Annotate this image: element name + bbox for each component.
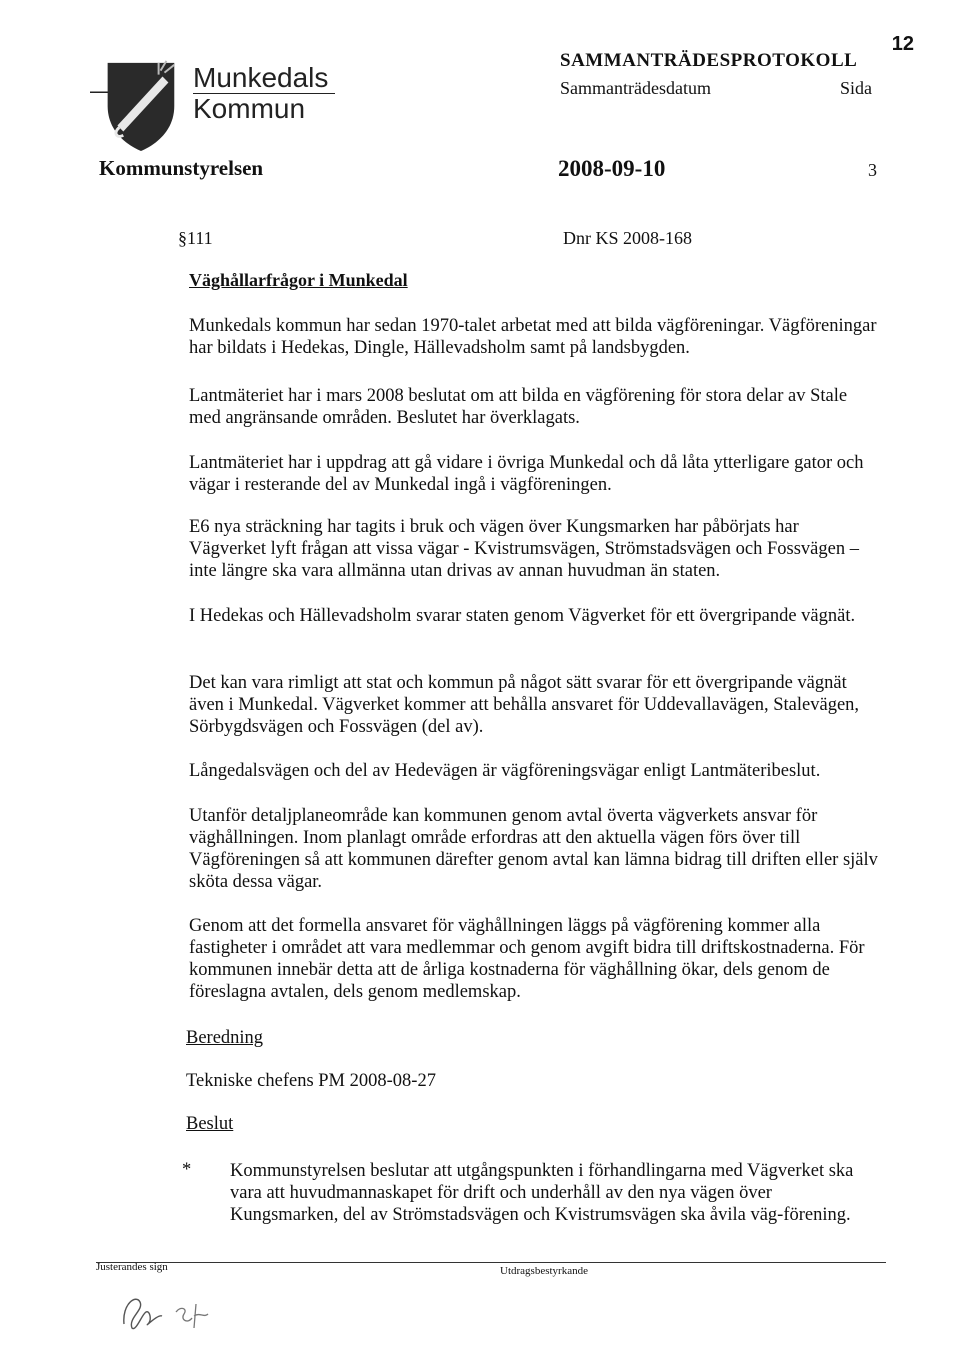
body-paragraph: Långedalsvägen och del av Hedevägen är vägföreningsvägar enligt Lantmäteribeslut. xyxy=(189,761,821,781)
body-paragraph: I Hedekas och Hällevadsholm svarar staten genom Vägverket för ett övergripande vägnät. xyxy=(189,606,856,626)
beredning-heading: Beredning xyxy=(186,1028,264,1048)
beslut-heading: Beslut xyxy=(186,1114,234,1134)
body-paragraph: Det kan vara rimligt att stat och kommun på något sätt svarar för ett övergripande vägnät även i Munkedal. Vägverket kommer att behålla ansvaret för Uddevallavägen, Stalevägen, Sörbygdsvägen och Fossvägen (del av). xyxy=(189,673,860,737)
body-paragraph: E6 nya sträckning har tagits i bruk och vägen över Kungsmarken har påbörjats har Vägverket lyft frågan att vissa vägar - Kvistrumsvägen, Strömstadsvägen och Fossvägen – inte längre ska vara allmänna utan drivas av annan huvudman än staten. xyxy=(189,517,859,581)
protocol-page-number: 3 xyxy=(868,160,877,180)
municipality-name xyxy=(193,63,335,124)
beredning-text: Tekniske chefens PM 2008-08-27 xyxy=(186,1071,436,1091)
body-paragraph: Utanför detaljplaneområde kan kommunen genom avtal överta vägverkets ansvar för väghållningen. Inom planlagt område erfordras att den aktuella vägen förs över till Vägföreningen så att kommunen därefter genom avtal kan lämna bidrag till driften eller själv sköta dessa vägar. xyxy=(189,806,878,892)
body-paragraph: Lantmäteriet har i mars 2008 beslutat om att bilda en vägförening för stora delar av Stale med angränsande områden. Beslutet har överklagats. xyxy=(189,386,848,428)
handwritten-initials-signature xyxy=(118,1284,228,1334)
municipality-name-line1: Munkedals xyxy=(193,62,329,93)
section-number: §111 xyxy=(178,228,213,248)
footer-divider xyxy=(96,1262,886,1263)
diary-number: Dnr KS 2008-168 xyxy=(563,228,692,248)
body-paragraph: Genom att det formella ansvaret för väghållningen läggs på vägförening kommer alla fastigheter i området att vara medlemmar och genom avgift bidra till driftskostnaderna. För kommunen innebär detta att de årliga kostnaderna för väghållning ökar, dels genom de föreslagna avtalen, dels genom medlemskap. xyxy=(189,916,865,1002)
municipality-name-line2: Kommun xyxy=(193,93,306,124)
decision-text: Kommunstyrelsen beslutar att utgångspunkten i förhandlingarna med Vägverket ska vara att huvudmannaskapet för drift och underhåll av den nya vägen över Kungsmarken, del av Strömstadsvägen och Kvistrumsvägen ska åvila väg-förening. xyxy=(230,1161,854,1225)
municipal-coat-of-arms-logo xyxy=(90,55,188,153)
meeting-date: 2008-09-10 xyxy=(558,156,666,181)
body-paragraph: Munkedals kommun har sedan 1970-talet arbetat med att bilda vägföreningar. Vägföreningar har bildats i Hedekas, Dingle, Hällevadsholm samt på landsbygden. xyxy=(189,316,877,358)
meeting-date-label: Sammanträdesdatum xyxy=(560,78,711,98)
organ-name: Kommunstyrelsen xyxy=(99,156,264,180)
justerandes-sign-label: Justerandes sign xyxy=(96,1261,168,1273)
utdragsbestyrkande-label: Utdragsbestyrkande xyxy=(500,1265,588,1277)
decision-bullet: * xyxy=(182,1160,192,1180)
body-paragraph: Lantmäteriet har i uppdrag att gå vidare i övriga Munkedal och då låta ytterligare gator och vägar i resterande del av Munkedal ingå i vägföreningen. xyxy=(189,453,864,495)
protocol-title: SAMMANTRÄDESPROTOKOLL xyxy=(560,50,858,71)
page-number: 12 xyxy=(891,33,914,55)
section-title: Väghållarfrågor i Munkedal xyxy=(189,270,408,290)
page-label: Sida xyxy=(840,78,873,98)
